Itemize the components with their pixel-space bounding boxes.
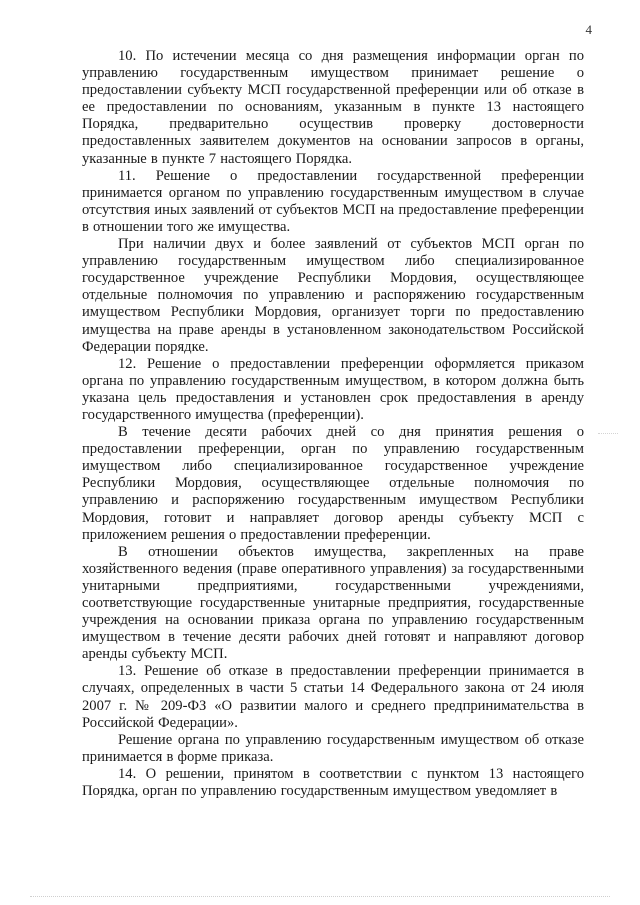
scan-artifact-margin (598, 432, 618, 434)
paragraph-13-order: Решение органа по управлению государственным имуществом об отказе принимается в форме приказа. (82, 731, 584, 765)
paragraph-10: 10. По истечении месяца со дня размещения информации орган по управлению государственным имуществом принимает решение о предоставлении субъекту МСП государственной преференции или об отказе в ее предоставлении по основаниям, указанным в пункте 13 настоящего Порядка, предварительно осуществив проверку достоверности предоставленных заявителем документов на основании запросов в органы, указанные в пункте 7 настоящего Порядка. (82, 48, 584, 167)
paragraph-11-tenders: При наличии двух и более заявлений от субъектов МСП орган по управлению государственным имуществом либо специализированное государственное учреждение Республики Мордовия, осуществляющее отдельные полномочия по управлению и распоряжению государственным имуществом Республики Мордовия, организует торги по предоставлению имущества на праве аренды в установленном законодательством Российской Федерации порядке. (82, 236, 584, 355)
page-number: 4 (585, 22, 592, 37)
paragraph-12: 12. Решение о предоставлении преференции оформляется приказом органа по управлению государственным имуществом, в котором должна быть указана цель предоставления и установлен срок предоставления в аренду государственного имущества (преференции). (82, 355, 584, 423)
paragraph-14: 14. О решении, принятом в соответствии с пунктом 13 настоящего Порядка, орган по управлению государственным имуществом уведомляет в (82, 765, 584, 800)
document-body (82, 48, 584, 800)
paragraph-11: 11. Решение о предоставлении государственной преференции принимается органом по управлению государственным имуществом в случае отсутствия иных заявлений от субъектов МСП на предоставление преференции в отношении того же имущества. (82, 167, 584, 235)
paragraph-12-contract: В течение десяти рабочих дней со дня принятия решения о предоставлении преференции, орган по управлению государственным имуществом либо специализированное государственное учреждение Республики Мордовия, осуществляющее отдельные полномочия по управлению и распоряжению государственным имуществом Республики Мордовия, готовит и направляет договор аренды субъекту МСП с приложением решения о предоставлении преференции. (82, 424, 584, 543)
paragraph-13: 13. Решение об отказе в предоставлении преференции принимается в случаях, определенных в части 5 статьи 14 Федерального закона от 24 июля 2007 г. № 209-ФЗ «О развитии малого и среднего предпринимательства в Российской Федерации». (82, 663, 584, 731)
paragraph-12-enterprises: В отношении объектов имущества, закрепленных на праве хозяйственного ведения (праве оперативного управления) за государственными унитарными предприятиями, государственными учреждениями, соответствующие государственные унитарные предприятия, государственные учреждения на основании приказа органа по управлению государственным имуществом в течение десяти рабочих дней готовят и направляют договор аренды субъекту МСП. (82, 543, 584, 663)
scan-artifact-bottom (30, 894, 610, 897)
